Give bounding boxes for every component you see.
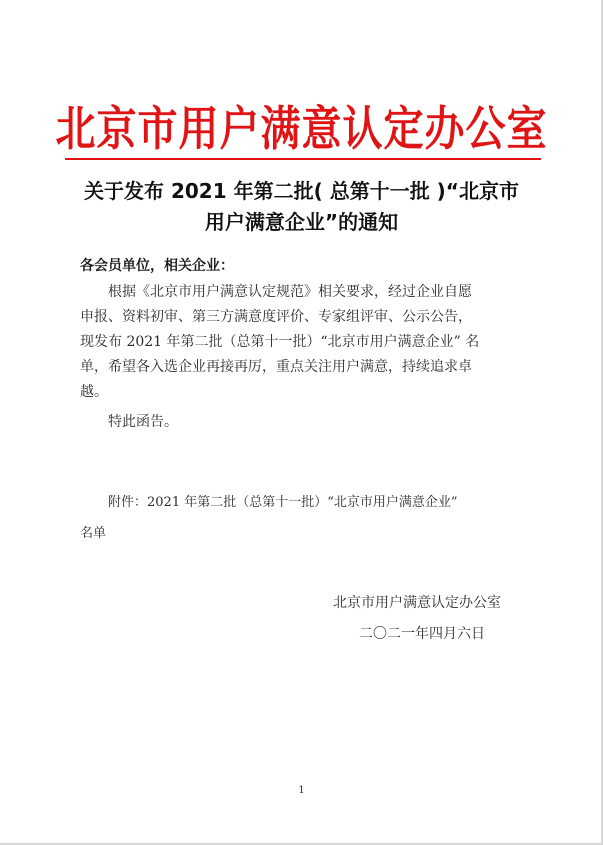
body-line-4: 单，希望各入选企业再接再厉，重点关注用户满意，持续追求卓	[80, 359, 472, 375]
body-paragraph	[80, 280, 527, 405]
letterhead-organization: 北京市用户满意认定办公室	[55, 102, 548, 157]
signature-organization: 北京市用户满意认定办公室	[333, 595, 501, 611]
body-line-3: 现发布 2021 年第二批（总第十一批）“北京市用户满意企业” 名	[80, 334, 480, 350]
document-title	[70, 176, 533, 238]
attachment-line-1: 附件：2021 年第二批（总第十一批）“北京市用户满意企业”	[108, 495, 458, 510]
letterhead-red-rule	[65, 158, 541, 160]
body-line-2: 申报、资料初审、第三方满意度评价、专家组评审、公示公告，	[80, 309, 472, 325]
body-line-5: 越。	[80, 384, 108, 400]
attachment-note	[80, 487, 527, 549]
page-number: 1	[298, 785, 305, 796]
document-title-line-2: 用户满意企业”的通知	[204, 210, 399, 234]
salutation: 各会员单位，相关企业：	[80, 258, 234, 274]
signature-date: 二〇二一年四月六日	[359, 626, 485, 642]
body-line-1: 根据《北京市用户满意认定规范》相关要求，经过企业自愿	[108, 284, 472, 300]
document-title-line-1: 关于发布 2021 年第二批( 总第十一批 )“北京市	[84, 179, 519, 203]
closing-remark: 特此函告。	[108, 414, 178, 430]
attachment-line-2: 名单	[80, 526, 107, 541]
